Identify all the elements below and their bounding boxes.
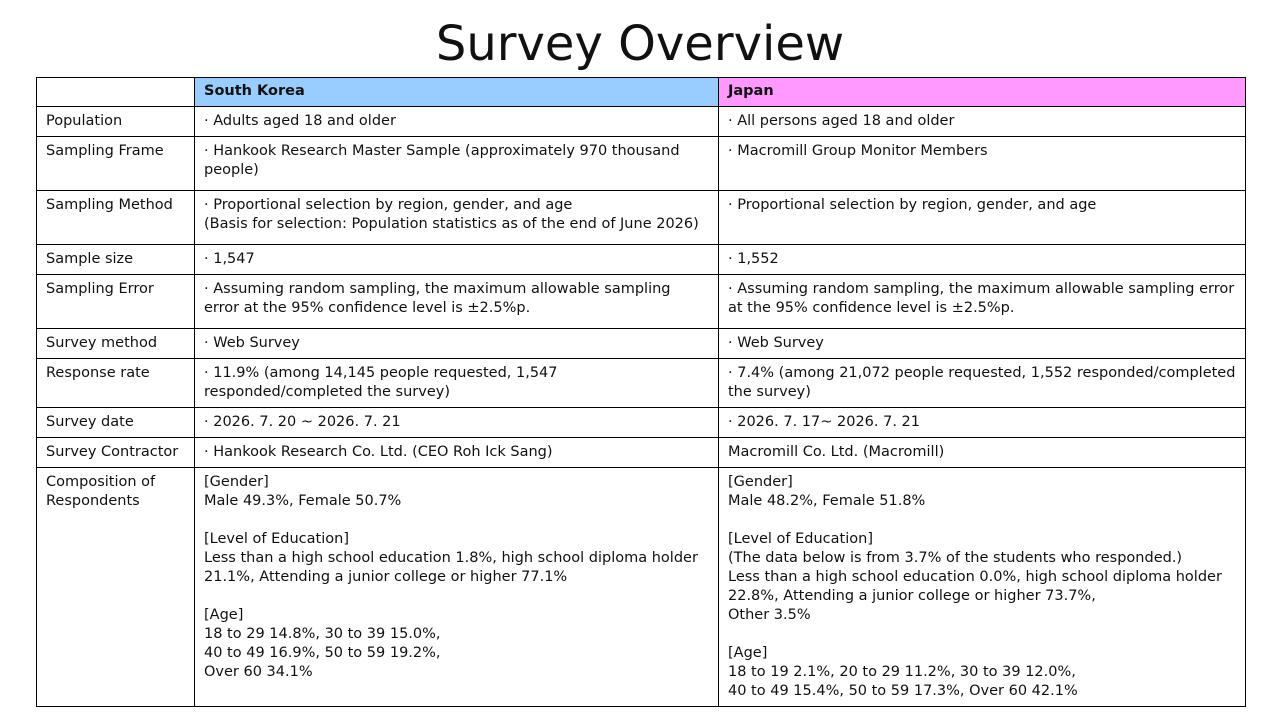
table-row — [37, 137, 1246, 191]
korea-cell: · Web Survey — [195, 329, 719, 359]
table-row — [37, 438, 1246, 468]
japan-cell: · Assuming random sampling, the maximum allowable sampling error at the 95% confidence level is ±2.5%p. — [719, 275, 1246, 329]
korea-cell: · Hankook Research Co. Ltd. (CEO Roh Ick Sang) — [195, 438, 719, 468]
japan-cell: · Proportional selection by region, gender, and age — [719, 191, 1246, 245]
row-label: Survey Contractor — [37, 438, 195, 468]
row-label: Response rate — [37, 359, 195, 408]
row-label: Sampling Frame — [37, 137, 195, 191]
japan-cell: [Gender] Male 48.2%, Female 51.8% [Level of Education] (The data below is from 3.7% of the students who responded.) Less than a high school education 0.0%, high school diploma holder 22.8%, Attending a junior college or higher 73.7%, Other 3.5% [Age] 18 to 19 2.1%, 20 to 29 11.2%, 30 to 39 12.0%, 40 to 49 15.4%, 50 to 59 17.3%, Over 60 42.1% — [719, 468, 1246, 707]
japan-cell: · 2026. 7. 17~ 2026. 7. 21 — [719, 408, 1246, 438]
survey-overview-table — [36, 77, 1246, 707]
korea-cell: · 1,547 — [195, 245, 719, 275]
table-row — [37, 359, 1246, 408]
korea-cell: · Adults aged 18 and older — [195, 107, 719, 137]
korea-cell: · Hankook Research Master Sample (approximately 970 thousand people) — [195, 137, 719, 191]
japan-cell: · Web Survey — [719, 329, 1246, 359]
table-row — [37, 107, 1246, 137]
row-label: Sample size — [37, 245, 195, 275]
row-label: Composition of Respondents — [37, 468, 195, 707]
korea-cell: · 2026. 7. 20 ~ 2026. 7. 21 — [195, 408, 719, 438]
row-label: Survey date — [37, 408, 195, 438]
table-row — [37, 275, 1246, 329]
japan-cell: · 7.4% (among 21,072 people requested, 1,552 responded/completed the survey) — [719, 359, 1246, 408]
korea-cell: [Gender] Male 49.3%, Female 50.7% [Level of Education] Less than a high school education 1.8%, high school diploma holder 21.1%, Attending a junior college or higher 77.1% [Age] 18 to 29 14.8%, 30 to 39 15.0%, 40 to 49 16.9%, 50 to 59 19.2%, Over 60 34.1% — [195, 468, 719, 707]
korea-cell: · 11.9% (among 14,145 people requested, 1,547 responded/completed the survey) — [195, 359, 719, 408]
japan-cell: Macromill Co. Ltd. (Macromill) — [719, 438, 1246, 468]
japan-cell: · 1,552 — [719, 245, 1246, 275]
table-row — [37, 245, 1246, 275]
japan-cell: · Macromill Group Monitor Members — [719, 137, 1246, 191]
page-title: Survey Overview — [435, 16, 845, 72]
row-label: Sampling Method — [37, 191, 195, 245]
table-row — [37, 329, 1246, 359]
row-label: Population — [37, 107, 195, 137]
korea-cell: · Assuming random sampling, the maximum allowable sampling error at the 95% confidence level is ±2.5%p. — [195, 275, 719, 329]
japan-cell: · All persons aged 18 and older — [719, 107, 1246, 137]
header-south-korea: South Korea — [195, 78, 719, 107]
header-japan: Japan — [719, 78, 1246, 107]
table-row — [37, 408, 1246, 438]
korea-cell: · Proportional selection by region, gender, and age (Basis for selection: Population statistics as of the end of June 2026) — [195, 191, 719, 245]
table-header-row — [37, 78, 1246, 107]
row-label: Survey method — [37, 329, 195, 359]
table-row — [37, 191, 1246, 245]
header-blank-cell — [37, 78, 195, 107]
row-label: Sampling Error — [37, 275, 195, 329]
table-row — [37, 468, 1246, 707]
